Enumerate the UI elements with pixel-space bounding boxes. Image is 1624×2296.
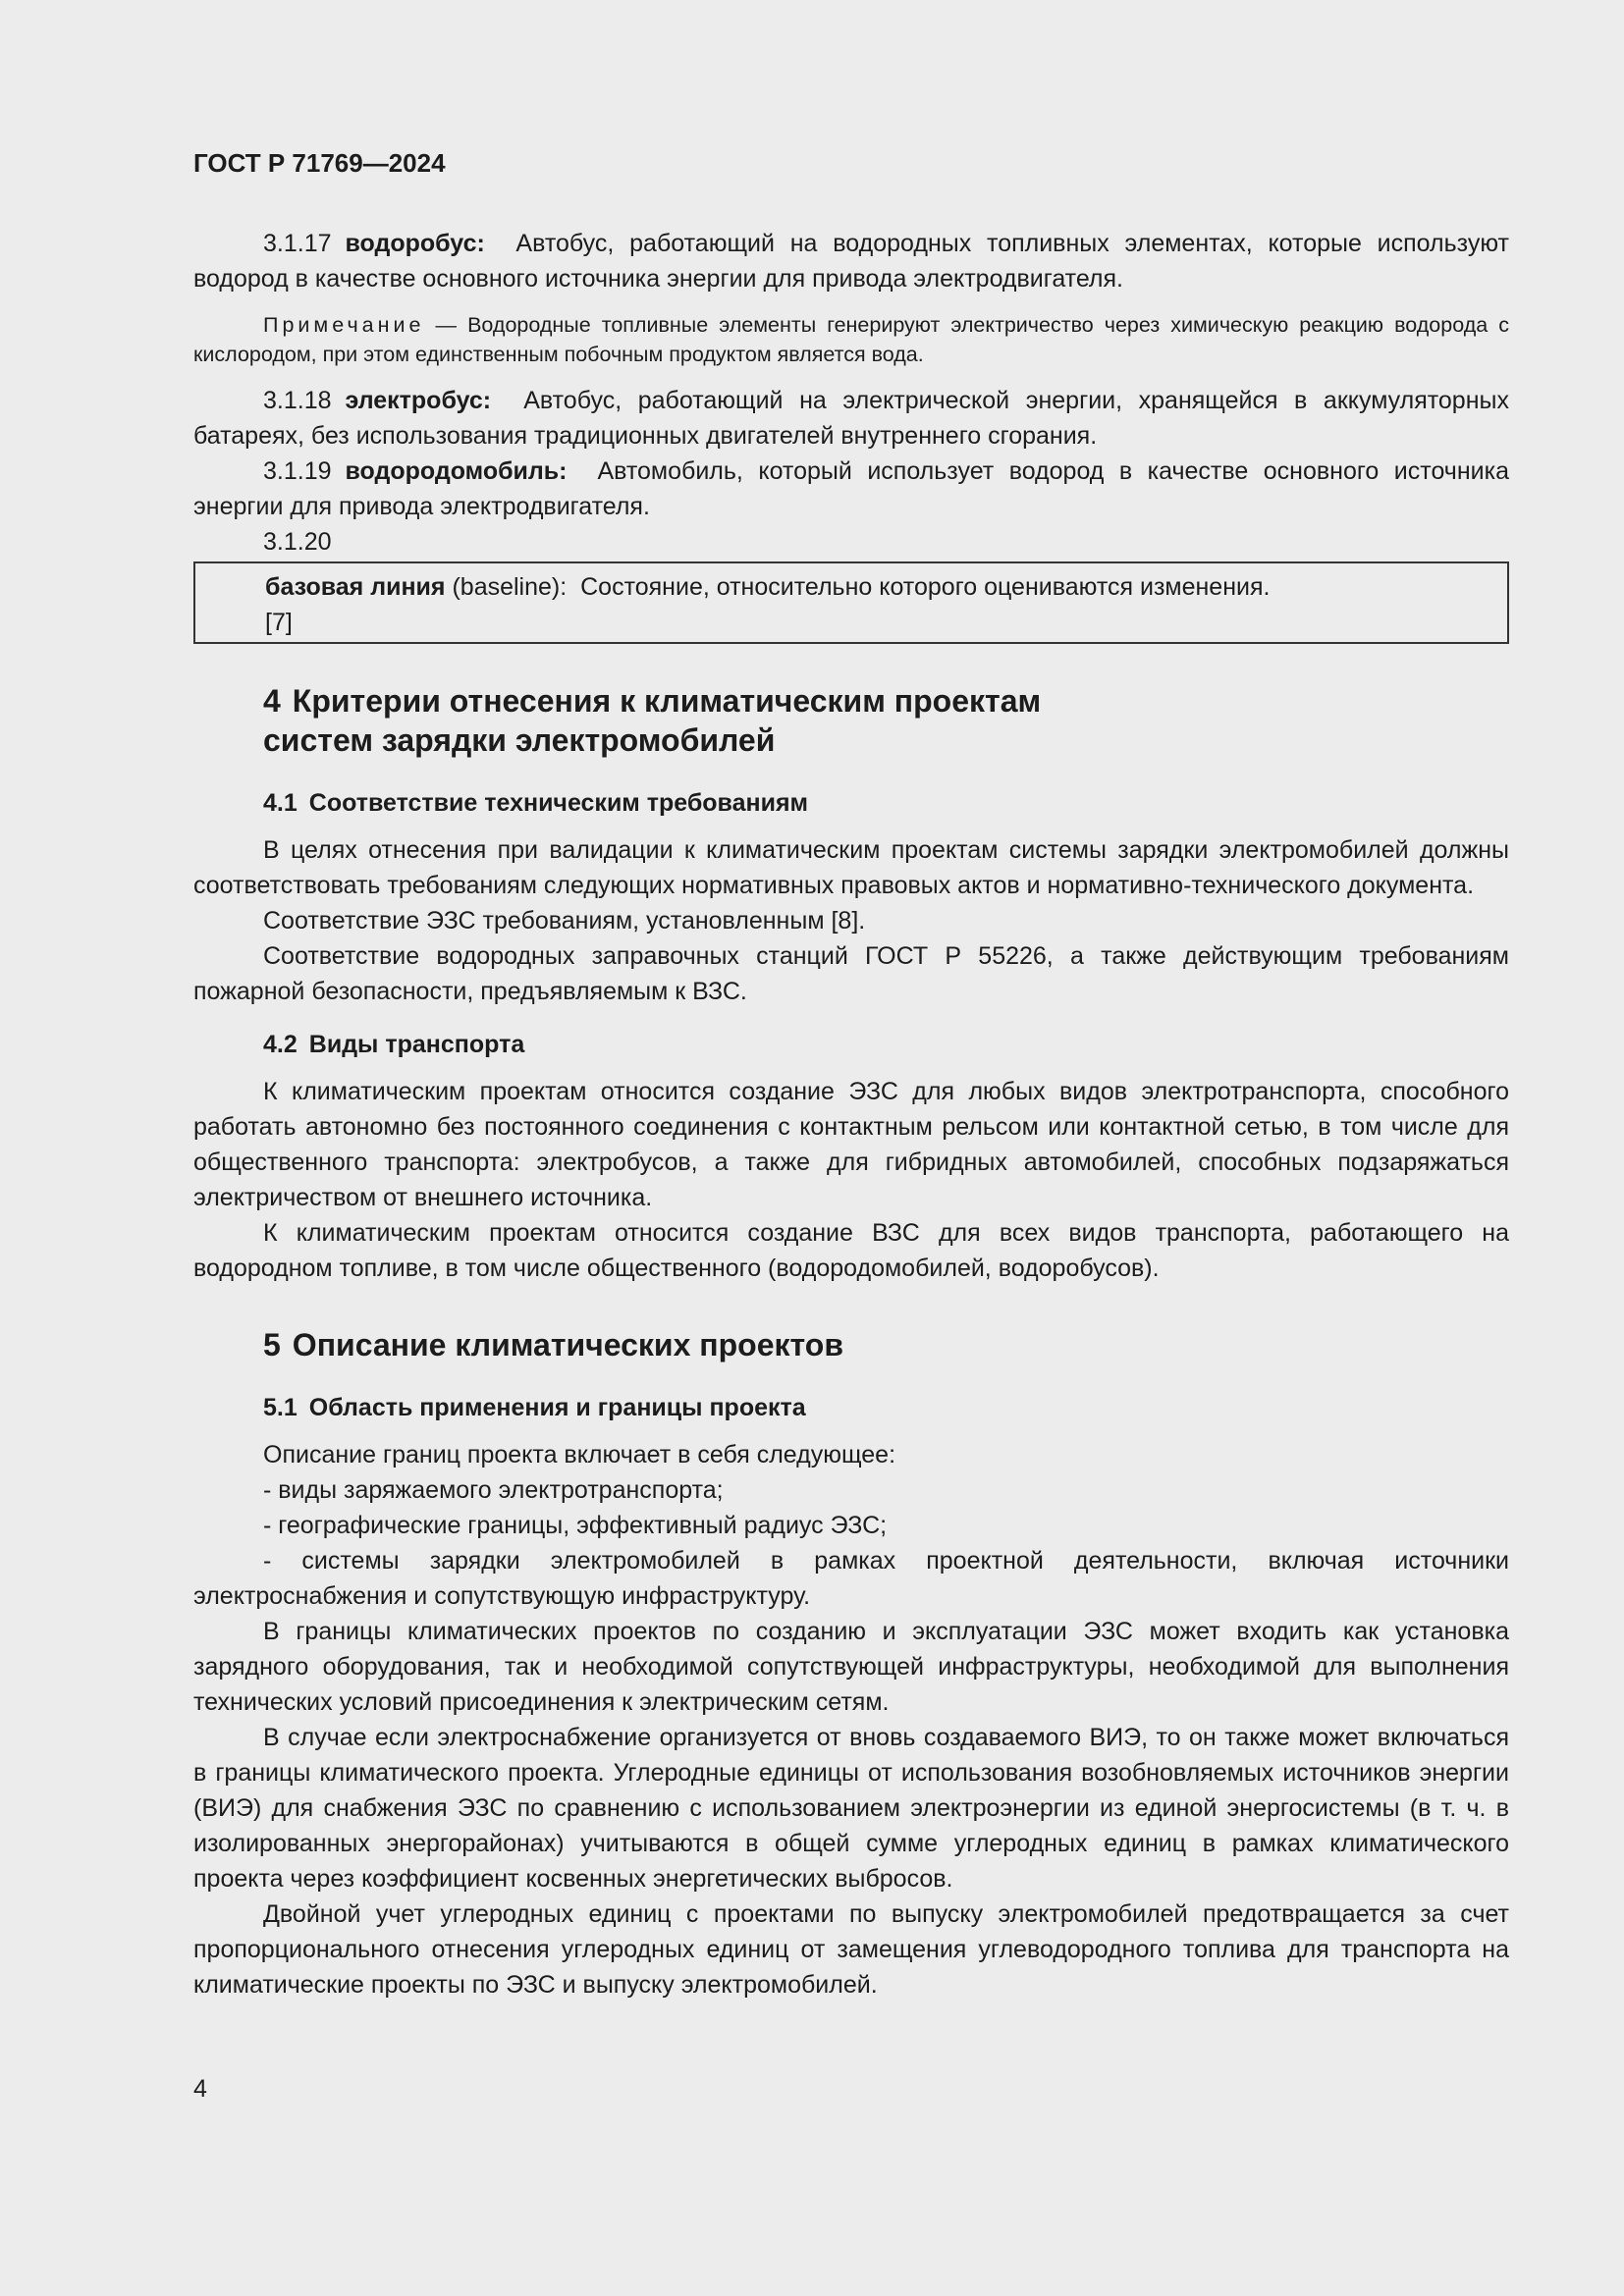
- term-definition: Состояние, относительно которого оцениваются изменения.: [580, 573, 1271, 601]
- term-reference: [7]: [265, 609, 293, 636]
- section-5-heading: [263, 1325, 1509, 1364]
- term-name: базовая линия: [265, 573, 446, 601]
- section-number: 5: [263, 1327, 281, 1362]
- term-definition: Автобус, работающий на электрической энергии, хранящейся в аккумуляторных батареях, без использования традиционных двигателей внутреннего сгорания.: [193, 387, 1509, 450]
- paragraph: К климатическим проектам относится создание ВЗС для всех видов транспорта, работающего на водородном топливе, в том числе общественного (водородомобилей, водоробусов).: [193, 1219, 1509, 1282]
- paragraph: Двойной учет углеродных единиц с проектами по выпуску электромобилей предотвращается за счет пропорционального отнесения углеродных единиц от замещения углеводородного топлива для транспорта на климатические проекты по ЭЗС и выпуску электромобилей.: [193, 1900, 1509, 1999]
- paragraph: К климатическим проектам относится создание ЭЗС для любых видов электротранспорта, способного работать автономно без постоянного соединения с контактным рельсом или контактной сетью, в том числе для общественного транспорта: электробусов, а также для гибридных автомобилей, способных подзаряжаться электричеством от внешнего источника.: [193, 1078, 1509, 1211]
- term-3-1-17: [193, 226, 1509, 296]
- term-definition: Автобус, работающий на водородных топливных элементах, которые используют водород в качестве основного источника энергии для привода электродвигателя.: [193, 230, 1509, 293]
- section-title-line1: Критерии отнесения к климатическим проектам: [292, 683, 1042, 719]
- paragraph: Соответствие водородных заправочных станций ГОСТ Р 55226, а также действующим требованиям пожарной безопасности, предъявляемым к ВЗС.: [193, 942, 1509, 1005]
- list-item: - виды заряжаемого электротранспорта;: [263, 1476, 724, 1504]
- list-item: - системы зарядки электромобилей в рамках проектной деятельности, включая источники электроснабжения и сопутствующую инфраструктуру.: [193, 1547, 1509, 1610]
- subsection-title: Виды транспорта: [308, 1031, 525, 1058]
- term-3-1-20-line: [265, 569, 1497, 605]
- term-number: 3.1.18: [263, 387, 332, 414]
- term-3-1-19: [193, 454, 1509, 524]
- paragraph: Соответствие ЭЗС требованиям, установленным [8].: [263, 907, 866, 934]
- subsection-title: Область применения и границы проекта: [308, 1394, 806, 1421]
- term-name: водоробус:: [345, 230, 485, 257]
- section-title: Описание климатических проектов: [292, 1327, 843, 1362]
- subsection-number: 5.1: [263, 1394, 298, 1421]
- term-name: водородомобиль:: [345, 457, 568, 485]
- document-code: ГОСТ Р 71769—2024: [193, 148, 446, 178]
- paragraph: В случае если электроснабжение организуется от вновь создаваемого ВИЭ, то он также может включаться в границы климатического проекта. Углеродные единицы от использования возобновляемых источников энергии (ВИЭ) для снабжения ЭЗС по сравнению с использованием электроэнергии из единой энергосистемы (в т. ч. в изолированных энергорайонах) учитываются в общей сумме углеродных единиц в рамках климатического проекта через коэффициент косвенных энергетических выбросов.: [193, 1724, 1509, 1893]
- term-number: 3.1.19: [263, 457, 332, 485]
- term-english: (baseline):: [452, 573, 568, 601]
- note-text: — Водородные топливные элементы генерируют электричество через химическую реакцию водорода с кислородом, при этом единственным побочным продуктом является вода.: [193, 313, 1509, 366]
- term-definition: Автомобиль, который использует водород в качестве основного источника энергии для привода электродвигателя.: [193, 457, 1509, 520]
- term-3-1-20-box: [193, 561, 1509, 644]
- list-item: - географические границы, эффективный радиус ЭЗС;: [263, 1512, 888, 1539]
- section-4-heading: [263, 681, 1509, 760]
- subsection-title: Соответствие техническим требованиям: [308, 789, 809, 817]
- term-3-1-18: [193, 383, 1509, 454]
- term-number: 3.1.17: [263, 230, 332, 257]
- document-page: [193, 145, 1509, 2002]
- note-label: Примечание: [263, 313, 425, 337]
- section-title-line2: систем зарядки электромобилей: [263, 722, 776, 758]
- paragraph: Описание границ проекта включает в себя следующее:: [263, 1441, 896, 1468]
- paragraph: В границы климатических проектов по созданию и эксплуатации ЭЗС может входить как установка зарядного оборудования, так и необходимой сопутствующей инфраструктуры, необходимой для выполнения технических условий присоединения к электрическим сетям.: [193, 1618, 1509, 1716]
- term-3-1-20-number: 3.1.20: [263, 528, 332, 556]
- page-number: 4: [193, 2075, 207, 2103]
- subsection-number: 4.1: [263, 789, 298, 817]
- subsection-5-1-heading: [263, 1390, 1509, 1425]
- subsection-4-1-heading: [263, 785, 1509, 821]
- note: [193, 310, 1509, 369]
- term-name: электробус:: [345, 387, 492, 414]
- subsection-4-2-heading: [263, 1027, 1509, 1062]
- paragraph: В целях отнесения при валидации к климатическим проектам системы зарядки электромобилей должны соответствовать требованиям следующих нормативных правовых актов и нормативно-технического документа.: [193, 836, 1509, 899]
- subsection-number: 4.2: [263, 1031, 298, 1058]
- section-number: 4: [263, 683, 281, 719]
